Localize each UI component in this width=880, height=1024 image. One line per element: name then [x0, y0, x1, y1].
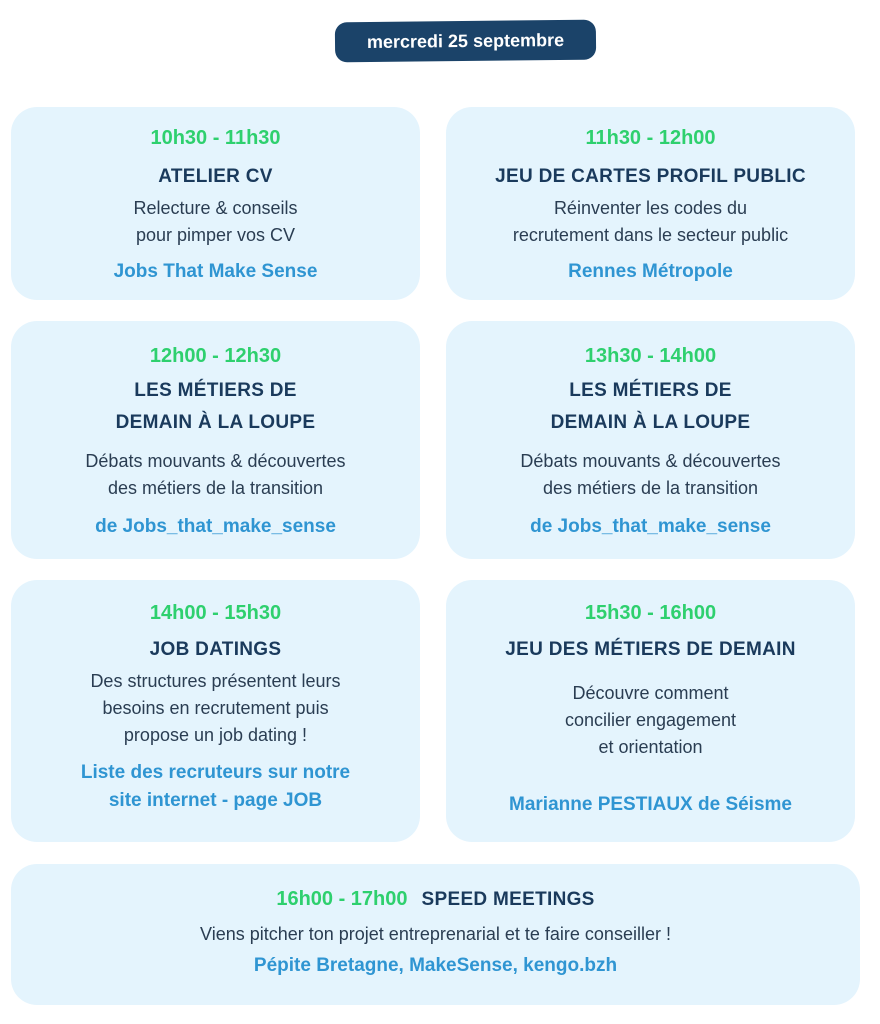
session-organizer: Liste des recruteurs sur notre site internet - page JOB	[80, 762, 351, 811]
session-description: Réinventer les codes du recrutement dans le secteur public	[512, 198, 789, 245]
session-description: Découvre comment concilier engagement et orientation	[564, 683, 737, 757]
session-time: 14h00 - 15h30	[149, 602, 282, 624]
session-card-speed-meetings	[11, 864, 860, 1005]
session-time: 11h30 - 12h00	[585, 127, 716, 149]
session-organizer: Rennes Métropole	[568, 261, 733, 282]
session-card-future-jobs-game	[446, 580, 855, 842]
session-title: LES MÉTIERS DE DEMAIN À LA LOUPE	[550, 380, 751, 433]
session-time: 16h00 - 17h00	[276, 888, 408, 910]
date-badge	[335, 20, 596, 63]
session-time: 10h30 - 11h30	[150, 127, 281, 149]
session-header-row	[11, 886, 860, 913]
session-title: JOB DATINGS	[149, 639, 282, 660]
session-organizer: de Jobs_that_make_sense	[95, 516, 336, 537]
session-organizer: Jobs That Make Sense	[113, 261, 318, 282]
session-title: JEU DES MÉTIERS DE DEMAIN	[505, 639, 796, 660]
session-title: ATELIER CV	[158, 166, 273, 187]
session-organizer: Pépite Bretagne, MakeSense, kengo.bzh	[253, 955, 618, 976]
session-card-future-jobs-1	[11, 321, 420, 559]
session-title: JEU DE CARTES PROFIL PUBLIC	[495, 166, 806, 187]
session-organizer: Marianne PESTIAUX de Séisme	[509, 794, 792, 815]
session-card-public-profile-game	[446, 107, 855, 300]
session-time: 13h30 - 14h00	[584, 345, 717, 367]
session-card-job-datings	[11, 580, 420, 842]
date-label: mercredi 25 septembre	[366, 29, 565, 52]
session-organizer: de Jobs_that_make_sense	[530, 516, 771, 537]
session-title: SPEED MEETINGS	[421, 889, 595, 910]
session-title: LES MÉTIERS DE DEMAIN À LA LOUPE	[115, 380, 316, 433]
session-time: 12h00 - 12h30	[149, 345, 282, 367]
session-description: Débats mouvants & découvertes des métiers de la transition	[520, 451, 781, 498]
session-description: Relecture & conseils pour pimper vos CV	[133, 198, 298, 245]
session-card-future-jobs-2	[446, 321, 855, 559]
session-description: Viens pitcher ton projet entreprenarial et te faire conseiller !	[200, 924, 671, 944]
session-description: Débats mouvants & découvertes des métiers de la transition	[85, 451, 346, 498]
session-description: Des structures présentent leurs besoins en recrutement puis propose un job dating !	[90, 671, 341, 745]
session-time: 15h30 - 16h00	[584, 602, 717, 624]
session-card-cv-workshop	[11, 107, 420, 300]
